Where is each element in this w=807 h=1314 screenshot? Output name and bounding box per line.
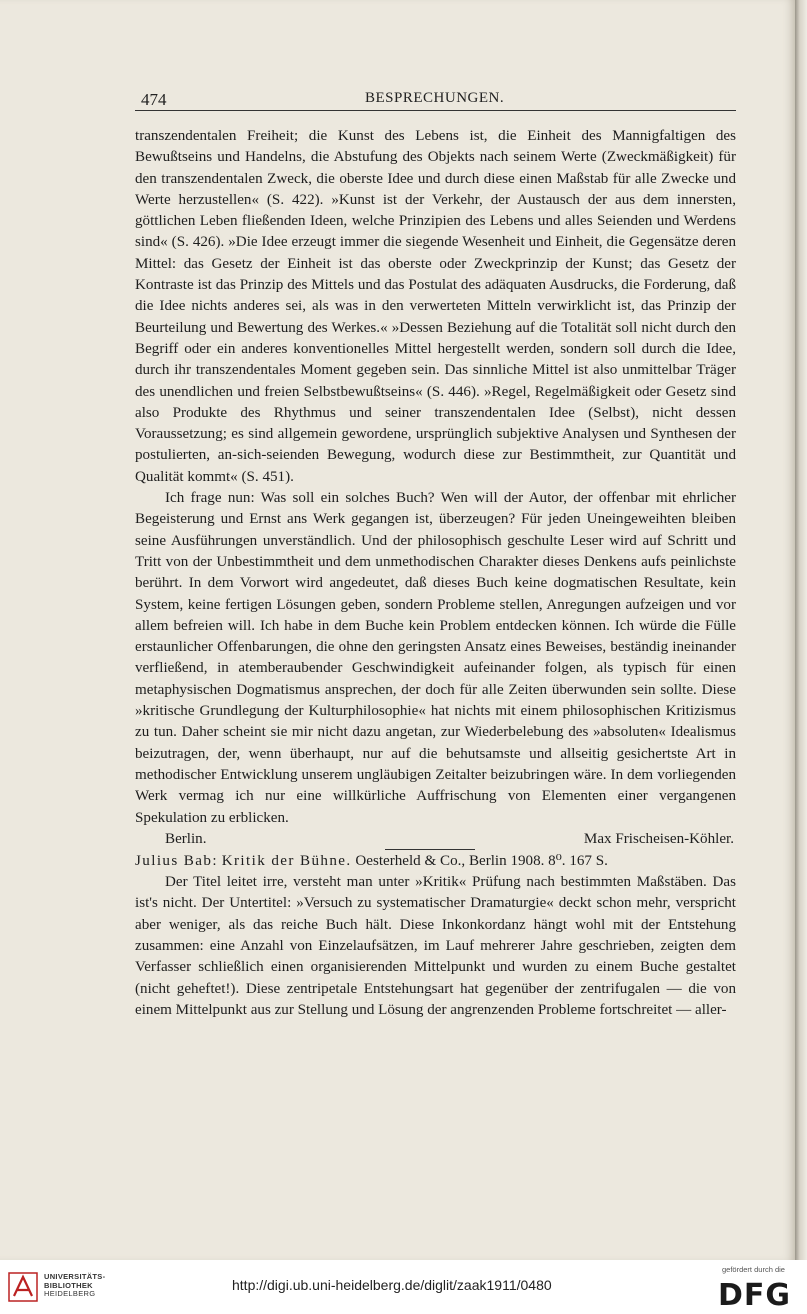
review-paragraph: Der Titel leitet irre, versteht man unter »Kritik« Prüfung nach bestimmten Maßstäben. Das ist's nicht. Der Untertitel: »Versuch zu systematischer Dramaturgie« deckt schon mehr, verspricht aber weniger, als das reiche Buch hält. Diese Inkonkordanz hängt wohl mit der Entstehung zusammen: eine Anzahl von Einzelaufsätzen, im Lauf mehrerer Jahre geschrieben, zeigten dem Verfasser schließlich einen organisierenden Mittelpunkt und wurden zu einem Buche gestaltet (nicht geheftet!). Diese zentripetale Entstehungsart hat gegenüber der zentrifugalen — die von einem Mittelpunkt aus zur Stellung und Lösung der angrenzenden Probleme fortschreitet — aller- [135,874,736,1018]
paragraph: Ich frage nun: Was soll ein solches Buch? Wen will der Autor, der offenbar mit ehrlicher Begeisterung und Ernst ans Werk gegangen ist, überzeugen? Für jeden Uneingeweihten bleiben seine Ausführungen unverständlich. Und der philosophisch geschulte Leser wird auf Schritt und Tritt von der Unbestimmtheit und dem unmethodischen Charakter dieses Denkens aufs peinlichste berührt. In dem Vorwort wird angedeutet, daß dieses Buch keine dogmatischen Resultate, kein System, keine fertigen Lösungen geben, sondern Probleme stellen, Anregungen aufzeigen und vor allem befreien will. Ich habe in dem Buche kein Problem entdecken können. Ich würde die Fülle erstaunlicher Offenbarungen, die ohne den geringsten Ansatz eines Beweises, beständig ineinander verfließend, in atemberaubender Geschwindigkeit aufeinander folgen, als typisch für einen metaphysischen Dogmatismus ansprechen, der doch für alle Zeiten überwunden sein sollte. Diese »kritische Grundlegung der Kulturphilosophie« hat nichts mit einem philosophischen Kritizismus zu tun. Daher scheint sie mir nicht dazu angetan, zur Wiederbelebung des »absoluten« Idealismus beizutragen, der, wenn überhaupt, nur auf die behutsamste und allseitig gesichertste Art in methodischer Entwicklung unserem ungläubigen Zeitalter beizubringen wäre. In dem vorliegenden Werk vermag ich nur eine willkürliche Auffrischung von Elementen einer vergangenen Spekulation zu erblicken. [135,490,736,826]
running-head: BESPRECHUNGEN. [365,90,505,106]
page-edge-shadow [795,0,807,1260]
university-library-logo-icon [8,1272,38,1302]
dfg-logo: DFG [718,1278,792,1313]
viewer-footer [0,1260,807,1314]
body-text [135,126,736,1021]
funding-caption: gefördert durch die [722,1265,785,1274]
permalink-url[interactable]: http://digi.ub.uni-heidelberg.de/diglit/zaak1911/0480 [232,1277,552,1293]
signature-line [135,829,736,851]
page-number: 474 [141,90,167,109]
page-header [135,90,736,111]
paragraph: transzendentalen Freiheit; die Kunst des Lebens ist, die Einheit des Mannigfaltigen des Bewußtseins und Handelns, die Abstufung des Objekts nach seinem Werte (Zweckmäßigkeit) für den transzendentalen Zweck, die oberste Idee und durch diese einen Maßstab für alle Zwecke und Werte herzustellen« (S. 422). »Kunst ist der Verkehr, der Austausch der aus dem innersten, göttlichen Leben fließenden Ideen, welche Prinzipien des Lebens und alles Seienden und Werdens sind« (S. 426). »Die Idee erzeugt immer die siegende Wesenheit und Einheit, die Gegensätze deren Mittel: das Gesetz der Einheit ist das oberste oder Zweckprinzip der Kunst; das Gesetz der Kontraste ist das Prinzip des Mittels und das Postulat des adäquaten Ausdrucks, die Forderung, daß die Idee nichts anderes sei, als was in den verwerteten Mitteln verwirklicht ist, das Prinzip der Beurteilung und Bewertung des Werkes.« »Dessen Beziehung auf die Totalität soll nicht durch den Begriff oder ein anderes konventionelles Mittel hergestellt werden, sondern soll durch die Idee, durch ihr transzendentales Moment gegeben sein. Das sinnliche Mittel ist also unmittelbar Träger des unendlichen und freien Selbstbewußtseins« (S. 446). »Regel, Regelmäßigkeit oder Gesetz sind also Produkte des Rhythmus und seiner transzendentalen Idee (Selbst), nicht dessen Voraussetzung; es sind allgemein gewordene, ursprünglich subjektive Analysen und Synthesen der postulierten, an-sich-seienden Bewegung, wodurch diese zur Bestimmtheit, zur Quantität und Qualität kommt« (S. 451). [135,128,736,485]
university-library-name: UNIVERSITÄTS- BIBLIOTHEK HEIDELBERG [44,1272,106,1298]
review-publication: Oesterheld & Co., Berlin 1908. 8⁰. 167 S. [355,852,608,869]
signature-author: Max Frischeisen-Köhler. [583,830,734,847]
review-author: Julius Bab: [135,852,218,869]
section-divider [385,849,475,850]
review-book-title: Kritik der Bühne. [221,852,352,869]
signature-city: Berlin. [165,830,207,847]
review-heading [135,851,736,872]
